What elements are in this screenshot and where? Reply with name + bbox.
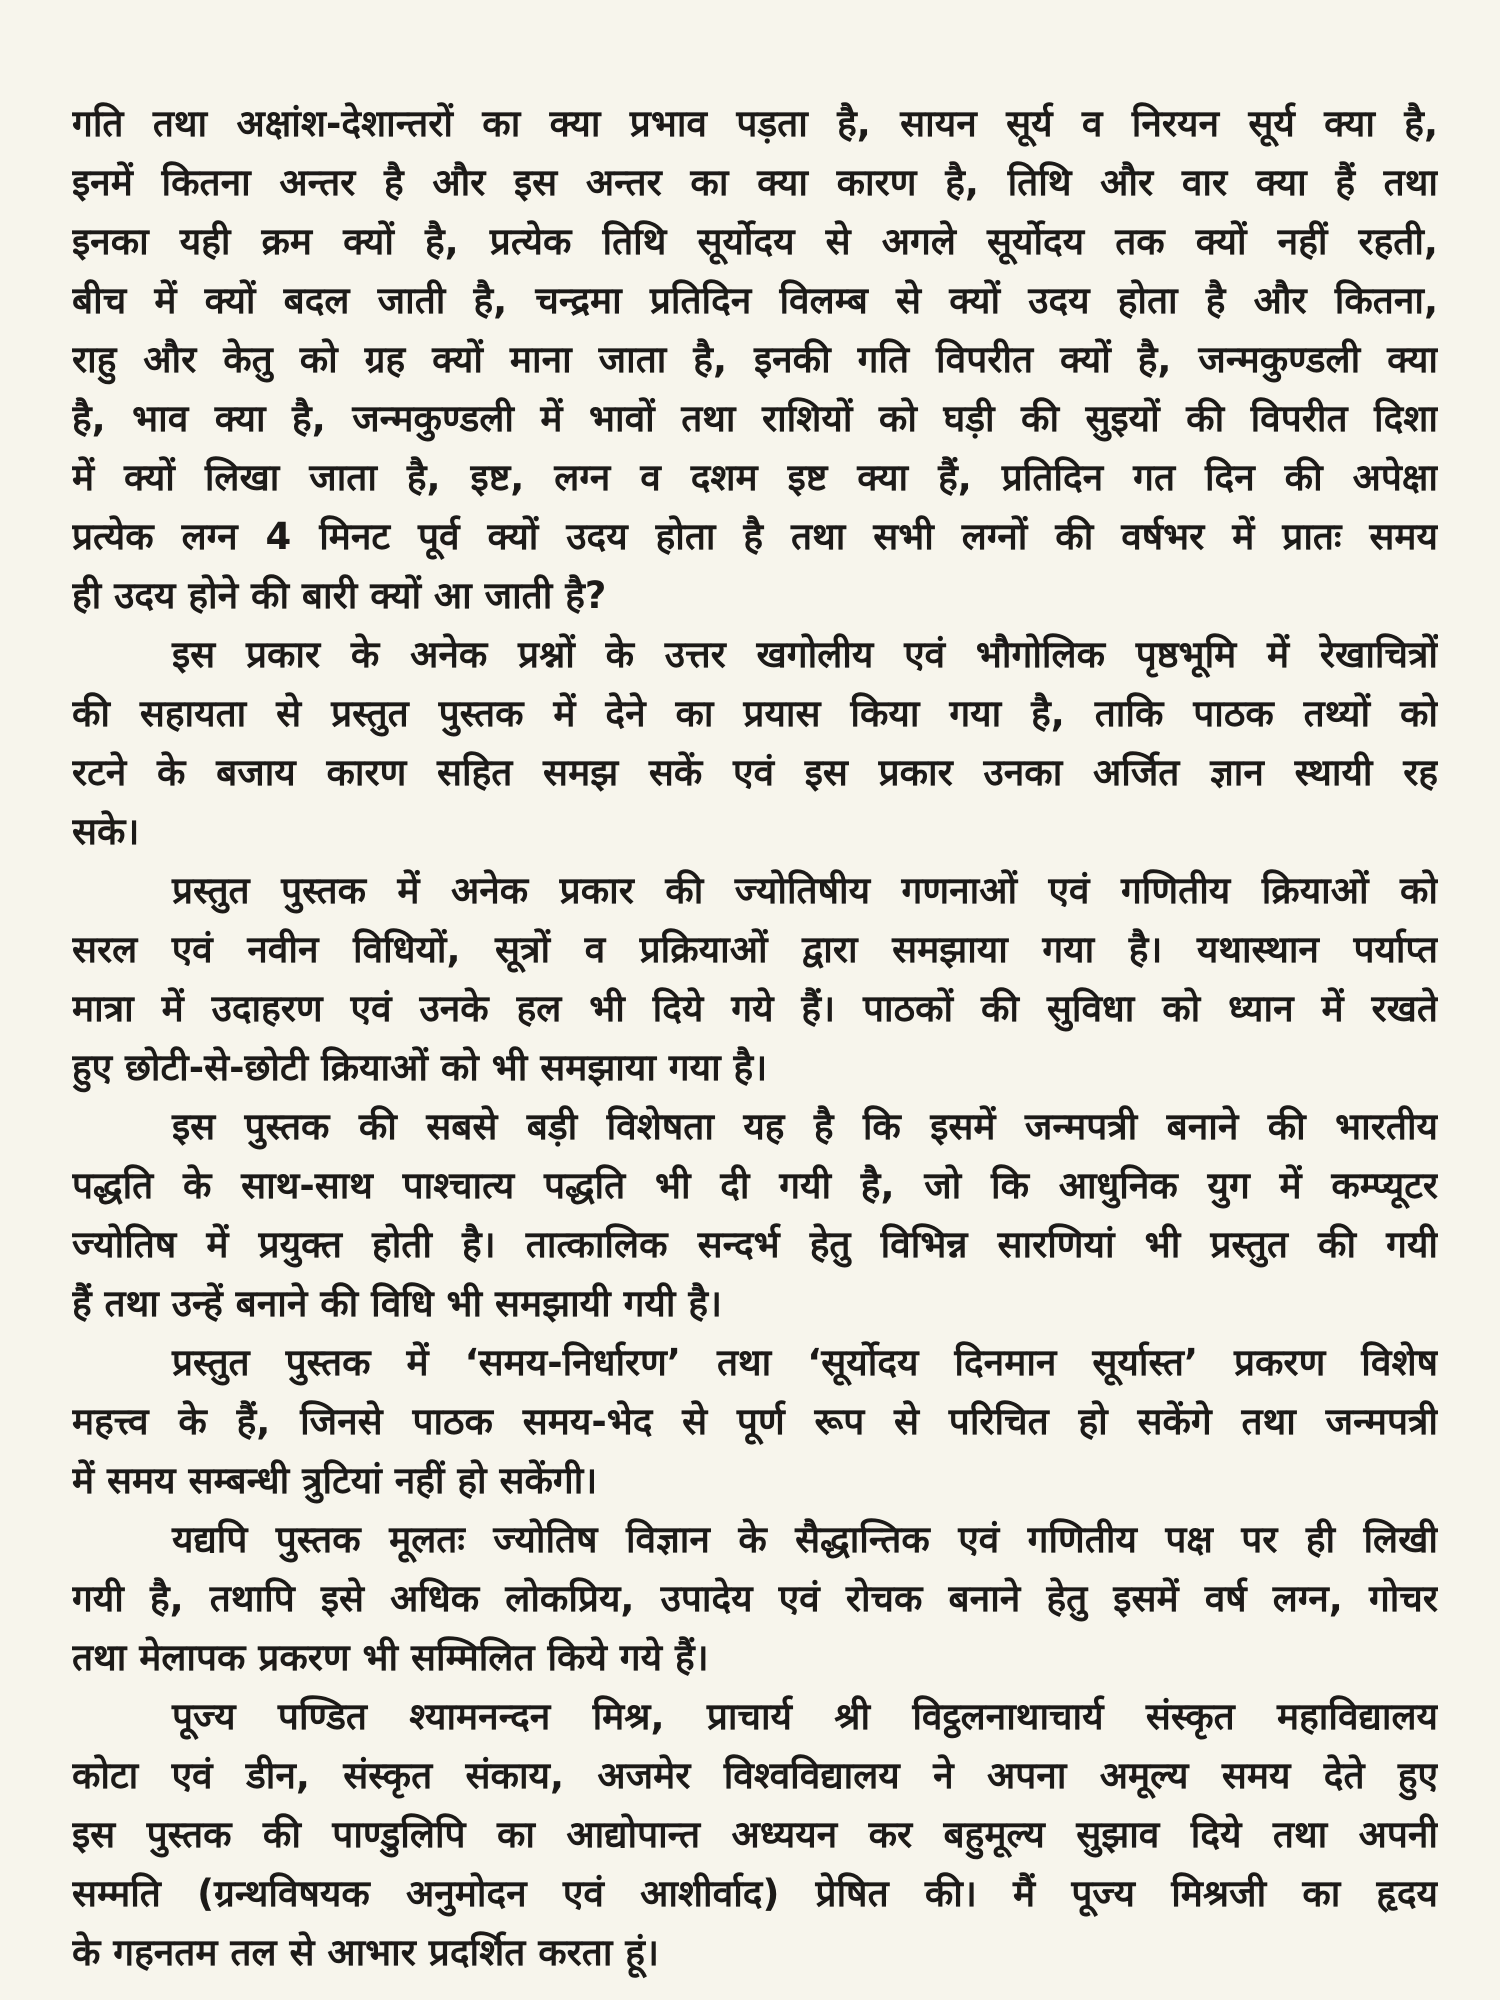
text-line: हैं तथा उन्हें बनाने की विधि भी समझायी गयी है। (72, 1282, 723, 1325)
text-line: सम्मति (ग्रन्थविषयक अनुमोदन एवं आशीर्वाद) प्रेषित की। मैं पूज्य मिश्रजी का हृदय (72, 1872, 1438, 1915)
text-line: सरल एवं नवीन विधियों, सूत्रों व प्रक्रियाओं द्वारा समझाया गया है। यथास्थान पर्याप्त (72, 928, 1438, 971)
text-line: में क्यों लिखा जाता है, इष्ट, लग्न व दशम इष्ट क्या हैं, प्रतिदिन गत दिन की अपेक्षा (72, 456, 1438, 499)
text-line: राहु और केतु को ग्रह क्यों माना जाता है, इनकी गति विपरीत क्यों है, जन्मकुण्डली क्या (72, 338, 1438, 381)
paragraph (72, 1687, 1438, 1982)
text-line: प्रस्तुत पुस्तक में अनेक प्रकार की ज्योतिषीय गणनाओं एवं गणितीय क्रियाओं को (172, 869, 1438, 912)
document-page (72, 94, 1438, 1982)
text-line: प्रस्तुत पुस्तक में ‘समय-निर्धारण’ तथा ‘सूर्योदय दिनमान सूर्यास्त’ प्रकरण विशेष (172, 1341, 1438, 1384)
text-line: इनमें कितना अन्तर है और इस अन्तर का क्या कारण है, तिथि और वार क्या हैं तथा (72, 161, 1438, 204)
paragraph (72, 861, 1438, 1097)
paragraph (72, 94, 1438, 625)
text-line: प्रत्येक लग्न 4 मिनट पूर्व क्यों उदय होता है तथा सभी लग्नों की वर्षभर में प्रातः समय (72, 515, 1438, 558)
paragraph (72, 1510, 1438, 1687)
text-line: की सहायता से प्रस्तुत पुस्तक में देने का प्रयास किया गया है, ताकि पाठक तथ्यों को (72, 692, 1438, 735)
text-line: में समय सम्बन्धी त्रुटियां नहीं हो सकेंगी। (72, 1459, 598, 1502)
text-line: के गहनतम तल से आभार प्रदर्शित करता हूं। (72, 1931, 659, 1974)
text-line: पद्धति के साथ-साथ पाश्चात्य पद्धति भी दी गयी है, जो कि आधुनिक युग में कम्प्यूटर (72, 1164, 1438, 1207)
text-line: हुए छोटी-से-छोटी क्रियाओं को भी समझाया गया है। (72, 1046, 768, 1089)
text-line: बीच में क्यों बदल जाती है, चन्द्रमा प्रतिदिन विलम्ब से क्यों उदय होता है और कितना, (72, 279, 1438, 322)
text-line: गयी है, तथापि इसे अधिक लोकप्रिय, उपादेय एवं रोचक बनाने हेतु इसमें वर्ष लग्न, गोचर (72, 1577, 1438, 1620)
text-line: यद्यपि पुस्तक मूलतः ज्योतिष विज्ञान के सैद्धान्तिक एवं गणितीय पक्ष पर ही लिखी (172, 1518, 1438, 1561)
text-line: ही उदय होने की बारी क्यों आ जाती है? (72, 574, 607, 617)
text-line: ज्योतिष में प्रयुक्त होती है। तात्कालिक सन्दर्भ हेतु विभिन्न सारणियां भी प्रस्तुत की गयी (72, 1223, 1438, 1266)
text-line: इस प्रकार के अनेक प्रश्नों के उत्तर खगोलीय एवं भौगोलिक पृष्ठभूमि में रेखाचित्रों (172, 633, 1438, 676)
text-line: रटने के बजाय कारण सहित समझ सकें एवं इस प्रकार उनका अर्जित ज्ञान स्थायी रह (72, 751, 1438, 794)
text-line: महत्त्व के हैं, जिनसे पाठक समय-भेद से पूर्ण रूप से परिचित हो सकेंगे तथा जन्मपत्री (72, 1400, 1438, 1443)
text-line: है, भाव क्या है, जन्मकुण्डली में भावों तथा राशियों को घड़ी की सुइयों की विपरीत दिशा (72, 397, 1438, 440)
paragraph (72, 1333, 1438, 1510)
text-line: इस पुस्तक की पाण्डुलिपि का आद्योपान्त अध्ययन कर बहुमूल्य सुझाव दिये तथा अपनी (72, 1813, 1438, 1856)
text-line: तथा मेलापक प्रकरण भी सम्मिलित किये गये हैं। (72, 1636, 709, 1679)
text-line: इनका यही क्रम क्यों है, प्रत्येक तिथि सूर्योदय से अगले सूर्योदय तक क्यों नहीं रहती, (72, 220, 1438, 263)
text-line: मात्रा में उदाहरण एवं उनके हल भी दिये गये हैं। पाठकों की सुविधा को ध्यान में रखते (72, 987, 1438, 1030)
text-line: सके। (72, 810, 140, 853)
text-line: कोटा एवं डीन, संस्कृत संकाय, अजमेर विश्वविद्यालय ने अपना अमूल्य समय देते हुए (72, 1754, 1438, 1797)
paragraph (72, 625, 1438, 861)
text-line: पूज्य पण्डित श्यामनन्दन मिश्र, प्राचार्य श्री विट्ठलनाथाचार्य संस्कृत महाविद्यालय (172, 1695, 1438, 1738)
paragraph (72, 1097, 1438, 1333)
text-line: गति तथा अक्षांश-देशान्तरों का क्या प्रभाव पड़ता है, सायन सूर्य व निरयन सूर्य क्या है, (72, 102, 1438, 145)
text-line: इस पुस्तक की सबसे बड़ी विशेषता यह है कि इसमें जन्मपत्री बनाने की भारतीय (172, 1105, 1438, 1148)
